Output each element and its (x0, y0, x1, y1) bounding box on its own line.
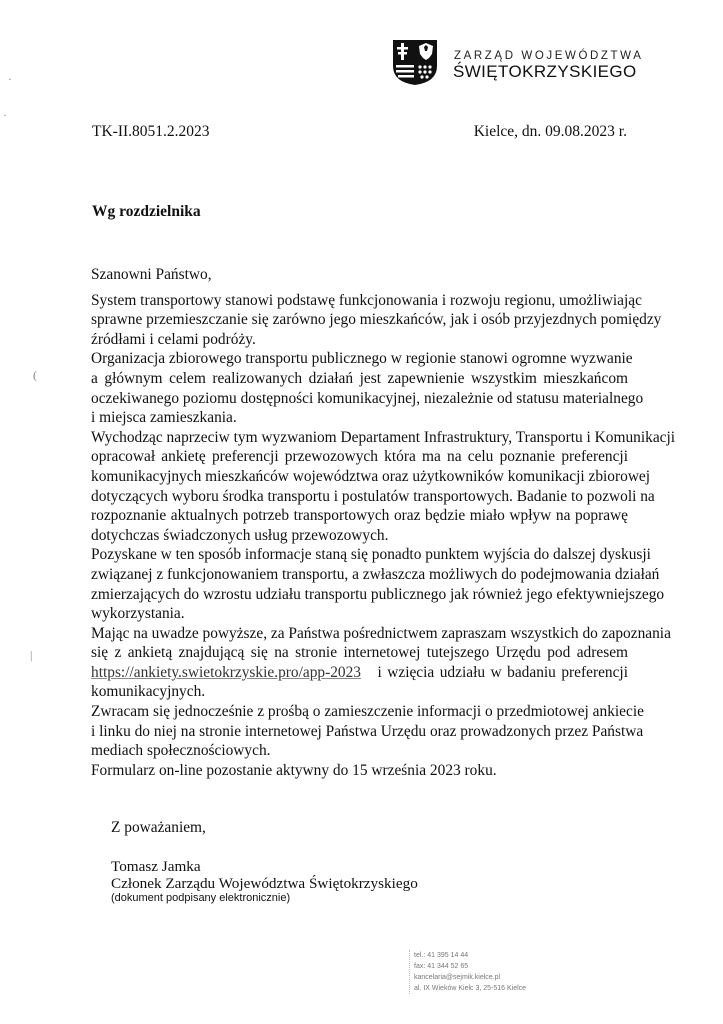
text-line: Pozyskane w ten sposób informacje staną się ponadto punktem wyjścia do dalszej dyskusji (91, 546, 651, 564)
text-line: komunikacyjnych. (91, 683, 206, 701)
organization-name-line1: ZARZĄD WOJEWÓDZTWA (454, 50, 644, 62)
text-line: dotychczas świadczonych usług przewozowych. (91, 526, 389, 544)
paragraph-6 (91, 702, 644, 761)
text-line: wykorzystania. (91, 605, 185, 623)
paragraph-4 (91, 545, 665, 623)
email[interactable]: kancelaria@sejmik.kielce.pl (414, 974, 501, 981)
salutation: Szanowni Państwo, (91, 266, 212, 283)
text-line: oczekiwanego poziomu dostępności komunikacyjnej, niezależnie od statusu materialnego (91, 389, 644, 407)
text-line: komunikacyjnych mieszkańców województwa oraz użytkowników komunikacji zbiorowej (91, 467, 651, 485)
text-line: Formularz on-line pozostanie aktywny do 15 września 2023 roku. (91, 761, 497, 779)
text-line: się z ankietą znajdującą się na stronie internetowej tutejszego Urzędu pod adresem (91, 644, 628, 662)
scan-mark: · (8, 72, 12, 86)
reference-number: TK-II.8051.2.2023 (92, 123, 210, 140)
text-line: Wychodząc naprzeciw tym wyzwaniom Departament Infrastruktury, Transportu i Komunikacji (91, 428, 676, 446)
text-line: sprawne przemieszczanie się zarówno jego mieszkańców, jak i osób przyjezdnych pomiędzy (91, 311, 662, 329)
text-line: źródłami i celami podróży. (91, 330, 256, 348)
address: al. IX Wieków Kielc 3, 25-516 Kielce (414, 985, 527, 992)
text-line: związanej z funkcjonowaniem transportu, a zwłaszcza możliwych do podejmowania działań (91, 565, 660, 583)
text-line: i miejsca zamieszkania. (91, 409, 237, 427)
recipient: Wg rozdzielnika (92, 203, 201, 220)
organization-name-line2: ŚWIĘTOKRZYSKIEGO (453, 62, 637, 81)
scan-mark: | (30, 648, 33, 662)
text-line-with-link (91, 663, 628, 683)
phone: tel.: 41 395 14 44 (414, 952, 469, 959)
text-line: Organizacja zbiorowego transportu publicznego w regionie stanowi ogromne wyzwanie (91, 350, 633, 368)
signer-title: Członek Zarządu Województwa Świętokrzyskiego (111, 875, 418, 892)
text-line: Zwracam się jednocześnie z prośbą o zamieszczenie informacji o przedmiotowej ankiecie (91, 703, 644, 721)
paragraph-1 (91, 291, 662, 350)
paragraph-2 (91, 349, 644, 427)
survey-link[interactable]: https://ankiety.swietokrzyskie.pro/app-2023 (91, 663, 361, 681)
fax: fax: 41 344 52 65 (414, 963, 469, 970)
letter-body (91, 265, 676, 780)
text-line: i linku do niej na stronie internetowej Państwa Urzędu oraz prowadzonych przez Państwa (91, 722, 644, 740)
text-after-link: i wzięcia udziału w badaniu preferencji (377, 663, 628, 681)
signature-note: (dokument podpisany elektronicznie) (111, 892, 291, 904)
signature-block (111, 858, 418, 892)
text-line: dotyczących wyboru środka transportu i postulatów transportowych. Badanie to pozwoli na (91, 487, 655, 505)
closing: Z poważaniem, (111, 819, 206, 836)
text-line: a głównym celem realizowanych działań jest zapewnienie wszystkim mieszkańcom (91, 369, 628, 387)
scan-mark: ( (33, 368, 37, 382)
paragraph-7 (91, 761, 628, 781)
text-line: zmierzających do wzrostu udziału transportu publicznego jak również jego efektywniejszego (91, 585, 665, 603)
text-line: opracował ankietę preferencji przewozowych która ma na celu poznanie preferencji (91, 448, 628, 466)
text-line: System transportowy stanowi podstawę funkcjonowania i rozwoju regionu, umożliwiając (91, 291, 642, 309)
signer-name: Tomasz Jamka (111, 858, 201, 875)
place-date: Kielce, dn. 09.08.2023 r. (473, 123, 627, 140)
paragraph-3 (91, 428, 676, 546)
paragraph-5 (91, 624, 671, 702)
text-line: rozpoznanie aktualnych potrzeb transportowych oraz będzie miało wpływ na poprawę (91, 507, 628, 525)
text-line: mediach społecznościowych. (91, 742, 271, 760)
coat-of-arms-icon (391, 38, 439, 86)
scan-mark: · (3, 108, 7, 122)
text-line: Mając na uwadze powyższe, za Państwa pośrednictwem zapraszam wszystkich do zapoznania (91, 624, 671, 642)
contact-info (409, 950, 526, 994)
